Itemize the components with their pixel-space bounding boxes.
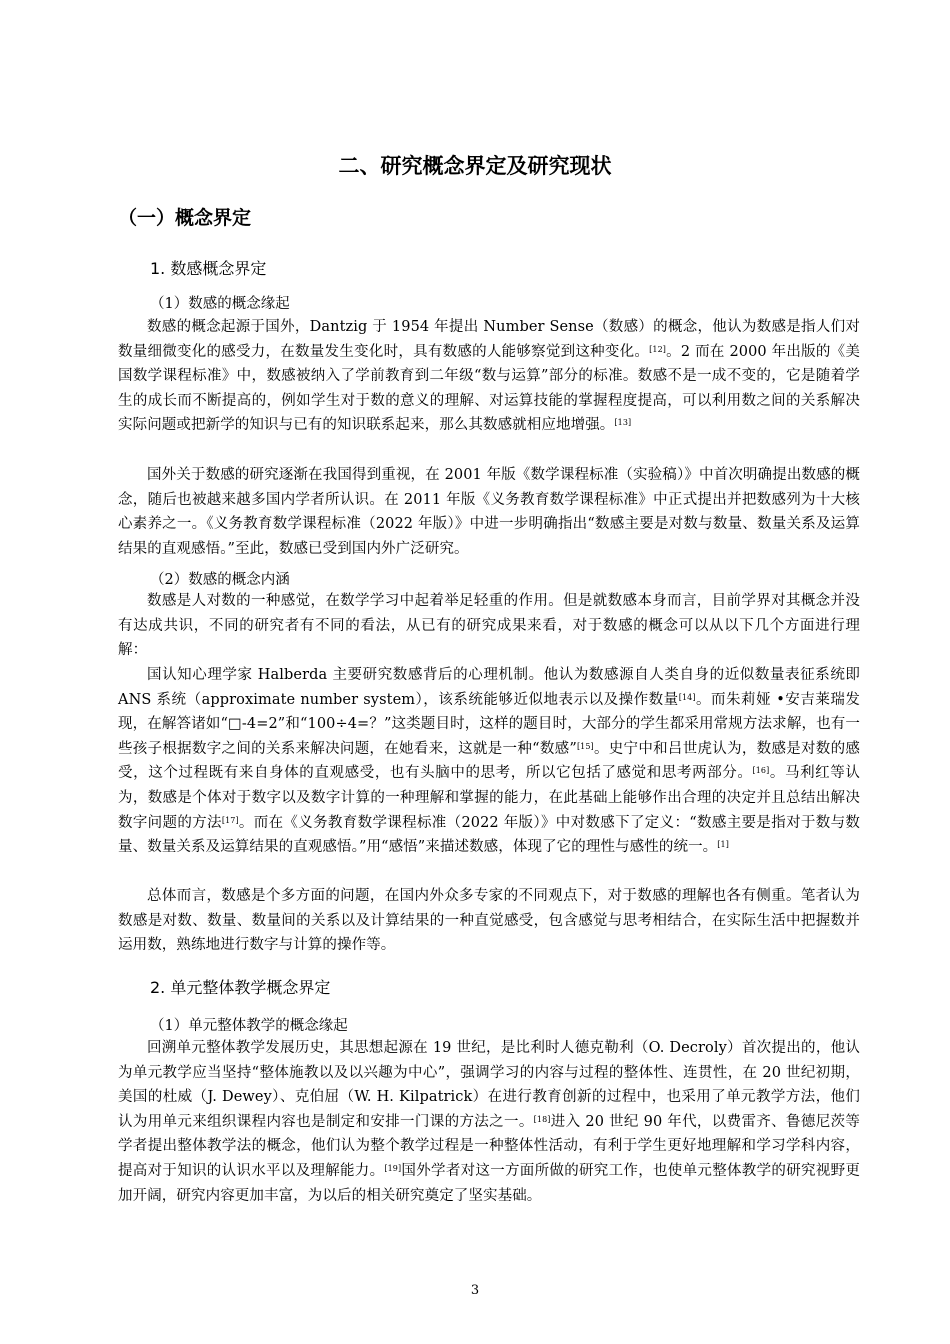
citation-ref: [13] [614,418,632,428]
citation-ref: [19] [384,1163,402,1173]
paragraph-text: 进入 20 世纪 90 年代，以费雷齐、鲁德尼茨等学者提出整体教学法的概念，他们认为整个教学过程是一种整体性活动，有利于学生更好地理解和学习学科内容，提高对于知识的认识水平以及理解能力。 [118,1113,860,1179]
heading-unit-teaching-origin: （1）单元整体教学的概念缘起 [150,1018,348,1034]
paragraph-text: 。而朱莉娅 •安吉莱瑞发现，在解答诸如“□-4=2”和“100÷4=？”这类题目时，这样的题目时，大部分的学生都采用常规方法求解，也有一些孩子根据数字之间的关系来解决问题，在她看来，这就是一种“数感” [118,691,860,757]
heading-number-sense-connotation: （2）数感的概念内涵 [150,572,290,588]
paragraph-domestic-research: 国外关于数感的研究逐渐在我国得到重视，在 2001 年版《数学课程标准（实验稿）》中首次明确提出数感的概念，随后也被越来越多国内学者所认识。在 2011 年版《义务教育数学课程标准》中正式提出并把数感列为十大核心素养之一。《义务教育数学课程标准（2022 年版）》中进一步明确指出“数感主要是对数与数量、数量关系及运算结果的直观感悟。”至此，数感已受到国内外广泛研究。 [118,467,860,557]
citation-ref: [14] [678,692,696,702]
paragraph-text: 回溯单元整体教学发展历史，其思想起源在 19 世纪，是比利时人德克勒利（O. Decroly）首次提出的，他认为单元教学应当坚持“整体施教以及以兴趣为中心”，强调学习的内容与过程的整体性、连贯性，在 20 世纪初期，美国的杜威（J. Dewey）、克伯屈（W. H. Kilpatrick）在进行教育创新的过程中，也采用了单元教学方法，他们认为用单元来组织课程内容也是制定和安排一门课的方法之一。 [118,1040,860,1130]
citation-ref: [17] [221,815,239,825]
paragraph-text: 国外学者对这一方面所做的研究工作，也使单元整体教学的研究视野更加开阔，研究内容更加丰富，为以后的相关研究奠定了坚实基础。 [118,1162,860,1204]
citation-ref: [1] [717,840,729,850]
heading-number-sense-origin: （1）数感的概念缘起 [150,296,290,312]
paragraph-text: 。马利红等认为，数感是个体对于数字以及数字计算的一种理解和掌握的能力，在此基础上能够作出合理的决定并且总结出解决数字问题的方法 [118,765,860,831]
paragraph-origin [118,315,860,438]
paragraph-text: 国认知心理学家 Halberda 主要研究数感背后的心理机制。他认为数感源自人类自身的近似数量表征系统即 ANS 系统（approximate number system），该系统能够近似地表示以及操作数量 [118,667,860,708]
paragraph-unit-teaching-history [118,1036,860,1208]
citation-ref: [18] [533,1114,551,1124]
page-number: 3 [470,1283,480,1298]
citation-ref: [12] [649,344,666,354]
heading-unit-teaching-definition: 2. 单元整体教学概念界定 [150,978,331,997]
paragraph-text: 。2 而在 2000 年出版的《美国数学课程标准》中，数感被纳入了学前教育到二年级“数与运算”部分的标准。数感不是一成不变的，它是随着学生的成长而不断提高的，例如学生对于数的意义的理解、对运算技能的掌握程度提高，可以利用数之间的关系解决实际问题或把新学的知识与已有的知识联系起来，那么其数感就相应地增强。 [118,343,860,434]
paragraph-text: 数感的概念起源于国外，Dantzig 于 1954 年提出 Number Sense（数感）的概念，他认为数感是指人们对数量细微变化的感受力，在数量发生变化时，具有数感的人能够察觉到这种变化。 [118,319,860,360]
paragraph-connotation-intro: 数感是人对数的一种感觉，在数学学习中起着举足轻重的作用。但是就数感本身而言，目前学界对其概念并没有达成共识，不同的研究者有不同的看法，从已有的研究成果来看，对于数感的概念可以从以下几个方面进行理解： [118,593,860,659]
paragraph-text: 。史宁中和吕世虎认为，数感是对数的感受，这个过程既有来自身体的直观感受，也有头脑中的思考，所以它包括了感觉和思考两部分。 [118,740,860,782]
citation-ref: [16] [752,766,770,776]
subsection-title: （一）概念界定 [118,207,252,229]
heading-number-sense-definition: 1. 数感概念界定 [150,259,267,278]
paragraph-text: 。而在《义务教育数学课程标准（2022 年版）》中对数感下了定义：“数感主要是指对于数与数量、数量关系及运算结果的直观感悟。”用“感悟”来描述数感，体现了它的理性与感性的统一。 [118,814,861,856]
paragraph-scholar-views [118,663,860,860]
section-title: 二、研究概念界定及研究现状 [338,154,612,178]
citation-ref: [15] [576,741,594,751]
paragraph-summary: 总体而言，数感是个多方面的问题，在国内外众多专家的不同观点下，对于数感的理解也各有侧重。笔者认为数感是对数、数量、数量间的关系以及计算结果的一种直觉感受，包含感觉与思考相结合，在实际生活中把握数并运用数，熟练地进行数字与计算的操作等。 [118,888,860,954]
